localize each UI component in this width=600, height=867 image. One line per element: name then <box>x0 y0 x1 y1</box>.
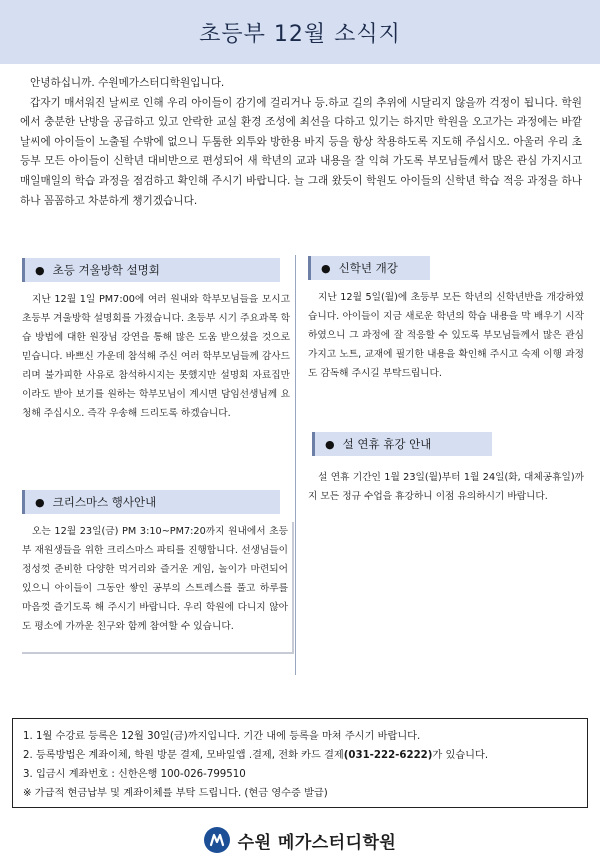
bullet-icon: ● <box>321 261 331 275</box>
intro-body: 갑자기 매서워진 날씨로 인해 우리 아이들이 감기에 걸리거나 등.하교 길의 추위에 시달리지 않을까 걱정이 됩니다. 학원에서 충분한 난방을 공급하고 있고 안락한 교실 환경 조성에 최선을 다하고 있기는 하지만 학원을 오고가는 과정에는 바깥 날씨에 아이들이 노출될 수밖에 없으니 두툼한 외투와 방한용 바지 등을 항상 착용하도록 지도해 주십시오. 아울러 우리 초등부 모든 아이들이 신학년 대비반으로 편성되어 새 학년의 교과 내용을 잘 익혀 가도록 부모님들께서 많은 관심 가지시고 매일매일의 학습 과정을 점검하고 확인해 주시기 바랍니다. 늘 그래 왔듯이 학원도 아이들의 신학년 학습 적응 과정을 하나하나 꼼꼼하고 차분하게 챙기겠습니다. <box>20 96 582 207</box>
intro-greeting: 안녕하십니까. 수원메가스터디학원입니다. <box>30 77 225 89</box>
section-title-briefing: 초등 겨울방학 설명회 <box>52 263 160 277</box>
notice-line-2-suffix: 가 있습니다. <box>432 750 489 761</box>
notice-box <box>12 718 588 808</box>
academy-logo-icon <box>204 827 230 853</box>
title-banner <box>0 0 600 64</box>
section-title-new-year: 신학년 개강 <box>338 261 398 275</box>
section-body-briefing <box>22 290 290 423</box>
section-title-holiday: 설 연휴 휴강 안내 <box>342 437 432 451</box>
section-title-christmas: 크리스마스 행사안내 <box>52 495 157 509</box>
page-title: 초등부 12월 소식지 <box>199 21 401 47</box>
christmas-text: 오는 12월 23일(금) PM 3:10~PM7:20까지 원내에서 초등부 재원생들을 위한 크리스마스 파티를 진행합니다. 선생님들이 정성껏 준비한 다양한 먹거리와 즐거운 게임, 놀이가 마련되어 있으니 아이들이 그동안 쌓인 공부의 스트레스를 풀고 하루를 마음껏 즐기도록 해 주시기 바랍니다. 우리 학원에 다니지 않아도 평소에 가까운 친구와 함께 참여할 수 있습니다. <box>22 526 288 632</box>
bullet-icon: ● <box>325 437 335 451</box>
section-header-christmas <box>22 490 280 514</box>
academy-name: 수원 메가스터디학원 <box>237 832 397 853</box>
holiday-text: 설 연휴 기간인 1월 23일(월)부터 1월 24일(화, 대체공휴일)까지 모든 정규 수업을 휴강하니 이점 유의하시기 바랍니다. <box>308 472 584 502</box>
section-header-holiday <box>312 432 492 456</box>
new-year-text: 지난 12월 5일(월)에 초등부 모든 학년의 신학년반을 개강하였습니다. 아이들이 지금 새로운 학년의 학습 내용을 막 배우기 시작하였으니 그 과정에 잘 적응할 수 있도록 부모님들께서 많은 관심 가지고 노트, 교재에 필기한 내용을 확인해 주시고 숙제 이행 과정도 감독해 주시길 부탁드립니다. <box>308 292 584 379</box>
section-body-new-year <box>308 288 584 383</box>
notice-line-2-text: 2. 등록방법은 계좌이체, 학원 방문 결제, 모바일앱 .결제, 전화 카드 결제 <box>23 750 344 761</box>
section-body-holiday <box>308 468 584 506</box>
intro-section <box>20 74 582 211</box>
column-divider <box>295 255 296 675</box>
section-header-new-year <box>308 256 430 280</box>
footer-logo <box>0 820 600 860</box>
section-body-christmas <box>22 522 294 654</box>
section-header-briefing <box>22 258 280 282</box>
notice-line-2 <box>23 746 577 765</box>
phone-number: (031-222-6222) <box>343 750 433 761</box>
bullet-icon: ● <box>35 495 45 509</box>
briefing-text: 지난 12월 1일 PM7:00에 여러 원내와 학부모님들을 모시고 초등부 겨울방학 설명회를 가졌습니다. 초등부 시기 주요과목 학습 방법에 대한 원장님 강연을 통해 많은 도움 받으셨을 것으로 믿습니다. 바쁘신 가운데 참석해 주신 여러 학부모님들께 감사드리며 불가피한 사유로 참석하시지는 못했지만 설명회 자료집만이라도 받아 보기를 원하는 학부모님이 계시면 담임선생님께 요청해 주십시오. 즉각 우송해 드리도록 하겠습니다. <box>22 294 290 419</box>
notice-line-4: ※ 가급적 현금납부 및 계좌이체를 부탁 드립니다. (현금 영수증 발급) <box>23 788 328 799</box>
notice-line-3: 3. 입금시 계좌번호 : 신한은행 100-026-799510 <box>23 769 246 780</box>
bullet-icon: ● <box>35 263 45 277</box>
notice-line-1: 1. 1월 수강료 등록은 12월 30일(금)까지입니다. 기간 내에 등록을 마쳐 주시기 바랍니다. <box>23 731 421 742</box>
